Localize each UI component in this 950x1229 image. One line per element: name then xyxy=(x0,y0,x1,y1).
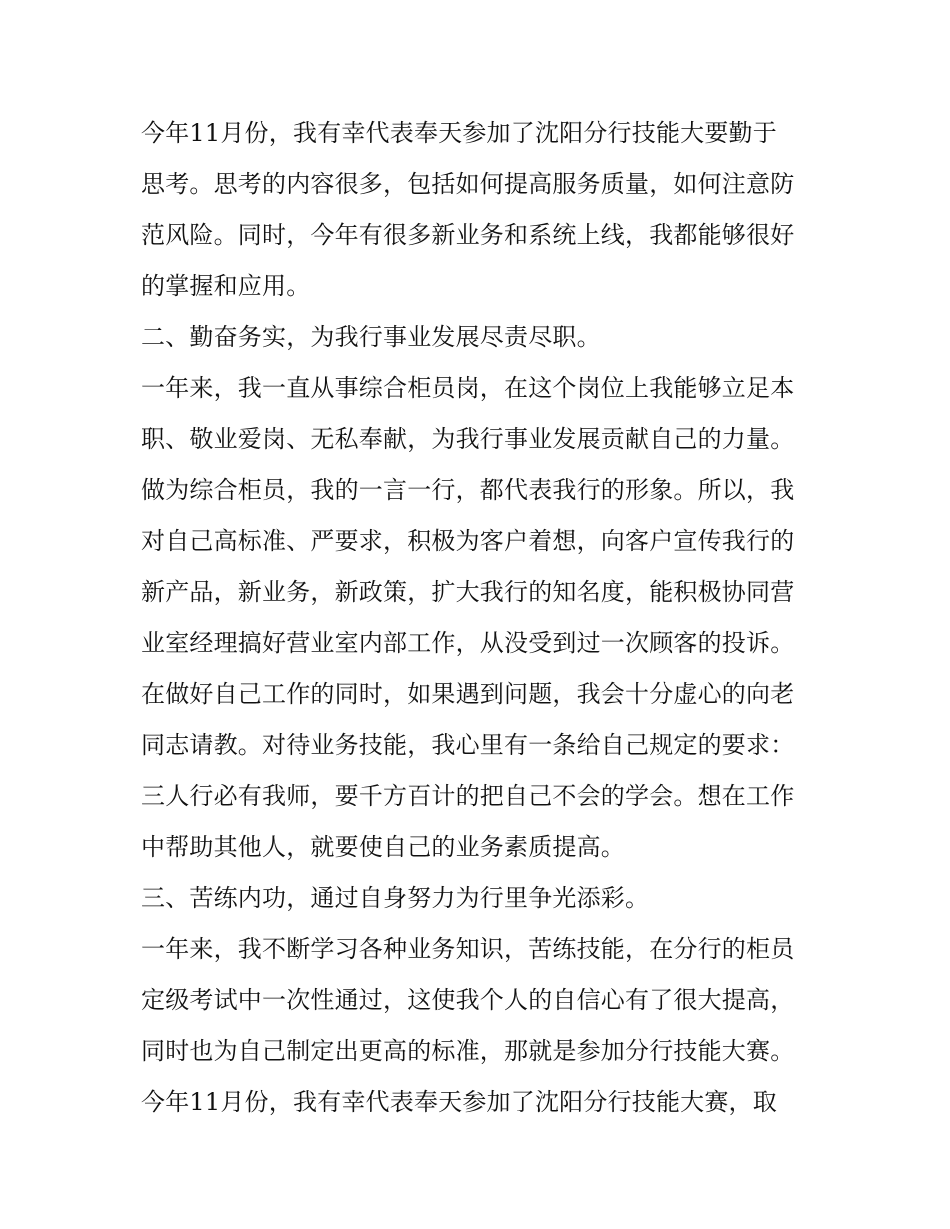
text-line: 新产品，新业务，新政策，扩大我行的知名度，能积极协同营 xyxy=(141,578,795,606)
text-line: 今年11月份，我有幸代表奉天参加了沈阳分行技能大要勤于 xyxy=(141,119,777,147)
text-line: 职、敬业爱岗、无私奉献，为我行事业发展贡献自己的力量。 xyxy=(141,425,795,453)
section-heading: 三、苦练内功，通过自身努力为行里争光添彩。 xyxy=(141,884,650,912)
text-line: 思考。思考的内容很多，包括如何提高服务质量，如何注意防 xyxy=(141,170,795,198)
text-line: 对自己高标准、严要求，积极为客户着想，向客户宣传我行的 xyxy=(141,527,795,555)
section-heading: 二、勤奋务实，为我行事业发展尽责尽职。 xyxy=(141,323,601,351)
text-line: 同时也为自己制定出更高的标准，那就是参加分行技能大赛。 xyxy=(141,1037,795,1065)
text-line: 同志请教。对待业务技能，我心里有一条给自己规定的要求： xyxy=(141,731,795,759)
text-line: 做为综合柜员，我的一言一行，都代表我行的形象。所以，我 xyxy=(141,476,795,504)
text-line: 中帮助其他人，就要使自己的业务素质提高。 xyxy=(141,833,625,861)
document-body xyxy=(141,108,821,1128)
text-line: 的掌握和应用。 xyxy=(141,272,311,300)
text-line: 在做好自己工作的同时，如果遇到问题，我会十分虚心的向老 xyxy=(141,680,795,708)
text-line: 今年11月份，我有幸代表奉天参加了沈阳分行技能大赛，取 xyxy=(141,1088,777,1116)
text-line: 业室经理搞好营业室内部工作，从没受到过一次顾客的投诉。 xyxy=(141,629,795,657)
text-line: 三人行必有我师，要千方百计的把自己不会的学会。想在工作 xyxy=(141,782,795,810)
text-line: 定级考试中一次性通过，这使我个人的自信心有了很大提高， xyxy=(141,986,795,1014)
text-line: 一年来，我一直从事综合柜员岗，在这个岗位上我能够立足本 xyxy=(141,374,795,402)
text-line: 范风险。同时，今年有很多新业务和系统上线，我都能够很好 xyxy=(141,221,795,249)
text-line: 一年来，我不断学习各种业务知识，苦练技能，在分行的柜员 xyxy=(141,935,795,963)
